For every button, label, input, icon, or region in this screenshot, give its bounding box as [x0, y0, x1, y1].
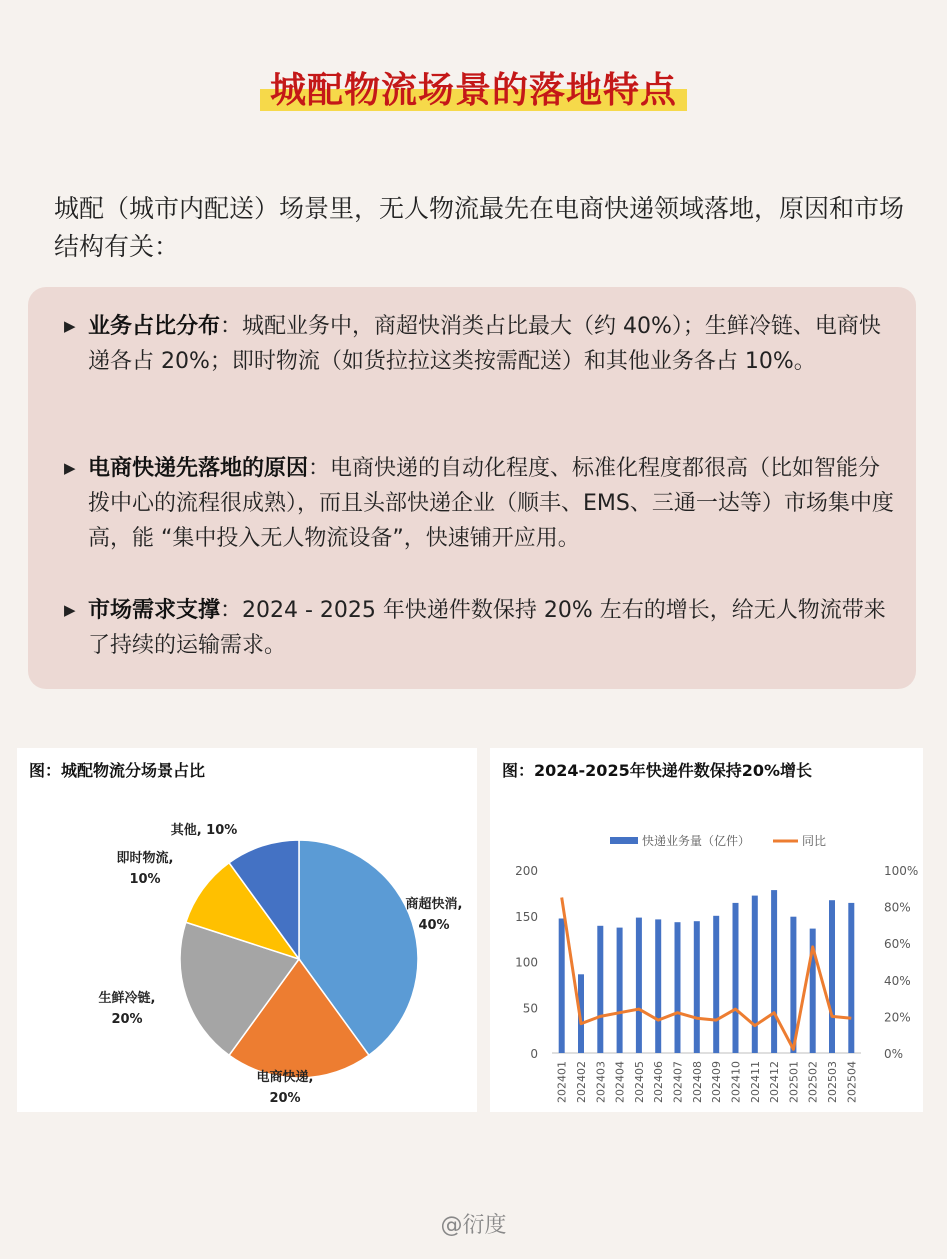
- combo-chart-title: 图：2024-2025年快递件数保持20%增长: [502, 761, 813, 780]
- x-tick-label: 202411: [748, 1061, 762, 1103]
- x-tick-label: 202503: [826, 1061, 840, 1103]
- y-right-tick-label: 0%: [884, 1047, 904, 1061]
- pie-chart-title: 图：城配物流分场景占比: [29, 761, 206, 780]
- pie-value-label: 20%: [269, 1091, 301, 1106]
- pie-label: 其他, 10%: [170, 823, 238, 838]
- point-heading: 市场需求支撑: [88, 598, 221, 623]
- y-left-tick-label: 50: [522, 1001, 538, 1016]
- pie-chart: [17, 748, 477, 1112]
- point-heading: 业务占比分布: [88, 314, 221, 339]
- point-body: ：电商快递的自动化程度、标准化程度都很高（比如智能分拨中心的流程很成熟），而且头部快递企业（顺丰、EMS、三通一达等）市场集中度高，能 “集中投入无人物流设备”，快速铺开应用。: [88, 456, 894, 551]
- point-ecommerce-reason: [64, 451, 899, 556]
- x-tick-label: 202409: [710, 1061, 724, 1103]
- y-left-tick-label: 200: [515, 864, 538, 878]
- point-body: ：2024 - 2025 年快递件数保持 20% 左右的增长，给无人物流带来了持续的运输需求。: [88, 598, 886, 658]
- bar: [636, 918, 642, 1053]
- bar: [771, 890, 777, 1053]
- page-title: 城配物流场景的落地特点: [260, 58, 687, 117]
- point-heading: 电商快递先落地的原因: [88, 456, 309, 481]
- pie-value-label: 20%: [111, 1012, 143, 1027]
- x-tick-label: 202402: [574, 1061, 588, 1103]
- bar: [848, 903, 854, 1053]
- x-tick-label: 202408: [690, 1061, 704, 1103]
- x-tick-label: 202410: [729, 1061, 743, 1103]
- point-market-demand: [64, 593, 899, 663]
- bar: [597, 926, 603, 1053]
- yoy-line: [562, 898, 852, 1050]
- bar: [733, 903, 739, 1053]
- pie-chart-card: [17, 748, 477, 1112]
- bar: [752, 896, 758, 1053]
- triangle-bullet-icon: ▶: [64, 317, 76, 335]
- pie-label: 商超快消,: [405, 897, 463, 912]
- intro-paragraph: 城配（城市内配送）场景里，无人物流最先在电商快递领域落地，原因和市场结构有关：: [54, 194, 905, 261]
- legend-bar-swatch: [610, 837, 638, 844]
- x-tick-label: 202412: [768, 1061, 782, 1103]
- pie-label: 电商快递,: [256, 1070, 314, 1085]
- triangle-bullet-icon: ▶: [64, 601, 76, 619]
- y-left-tick-label: 150: [515, 909, 538, 924]
- x-tick-label: 202404: [613, 1061, 627, 1103]
- bar: [675, 922, 681, 1053]
- bar: [559, 919, 565, 1054]
- y-right-tick-label: 20%: [884, 1010, 911, 1025]
- bar: [713, 916, 719, 1053]
- pie-value-label: 40%: [418, 918, 450, 933]
- y-right-tick-label: 40%: [884, 973, 911, 988]
- x-tick-label: 202406: [652, 1061, 666, 1103]
- bar: [694, 921, 700, 1053]
- triangle-bullet-icon: ▶: [64, 459, 76, 477]
- x-tick-label: 202403: [594, 1061, 608, 1103]
- pie-label: 生鲜冷链,: [98, 991, 156, 1006]
- x-tick-label: 202407: [671, 1061, 685, 1103]
- y-right-tick-label: 60%: [884, 937, 911, 952]
- combo-chart-card: [490, 748, 923, 1112]
- y-left-tick-label: 0: [530, 1047, 538, 1061]
- point-business-share: [64, 309, 899, 379]
- pie-value-label: 10%: [129, 872, 161, 887]
- combo-chart: [490, 748, 923, 1112]
- x-tick-label: 202401: [555, 1061, 569, 1103]
- y-right-tick-label: 80%: [884, 900, 911, 915]
- y-right-tick-label: 100%: [884, 864, 919, 878]
- x-tick-label: 202504: [845, 1061, 859, 1103]
- x-tick-label: 202501: [787, 1061, 801, 1103]
- author-watermark: @衍度: [440, 1213, 507, 1238]
- pie-label: 即时物流,: [116, 851, 174, 866]
- x-tick-label: 202405: [632, 1061, 646, 1103]
- y-left-tick-label: 100: [515, 955, 538, 970]
- title-wrap: [0, 58, 947, 117]
- legend-line-label: 同比: [802, 834, 827, 848]
- legend-bar-label: 快递业务量（亿件）: [642, 834, 751, 848]
- x-tick-label: 202502: [806, 1061, 820, 1103]
- bar: [829, 900, 835, 1053]
- bar: [617, 928, 623, 1053]
- point-body: ：城配业务中，商超快消类占比最大（约 40%）；生鲜冷链、电商快递各占 20%；即时物流（如货拉拉这类按需配送）和其他业务各占 10%。: [88, 314, 881, 374]
- bar: [655, 919, 661, 1053]
- key-points-box: [28, 287, 916, 689]
